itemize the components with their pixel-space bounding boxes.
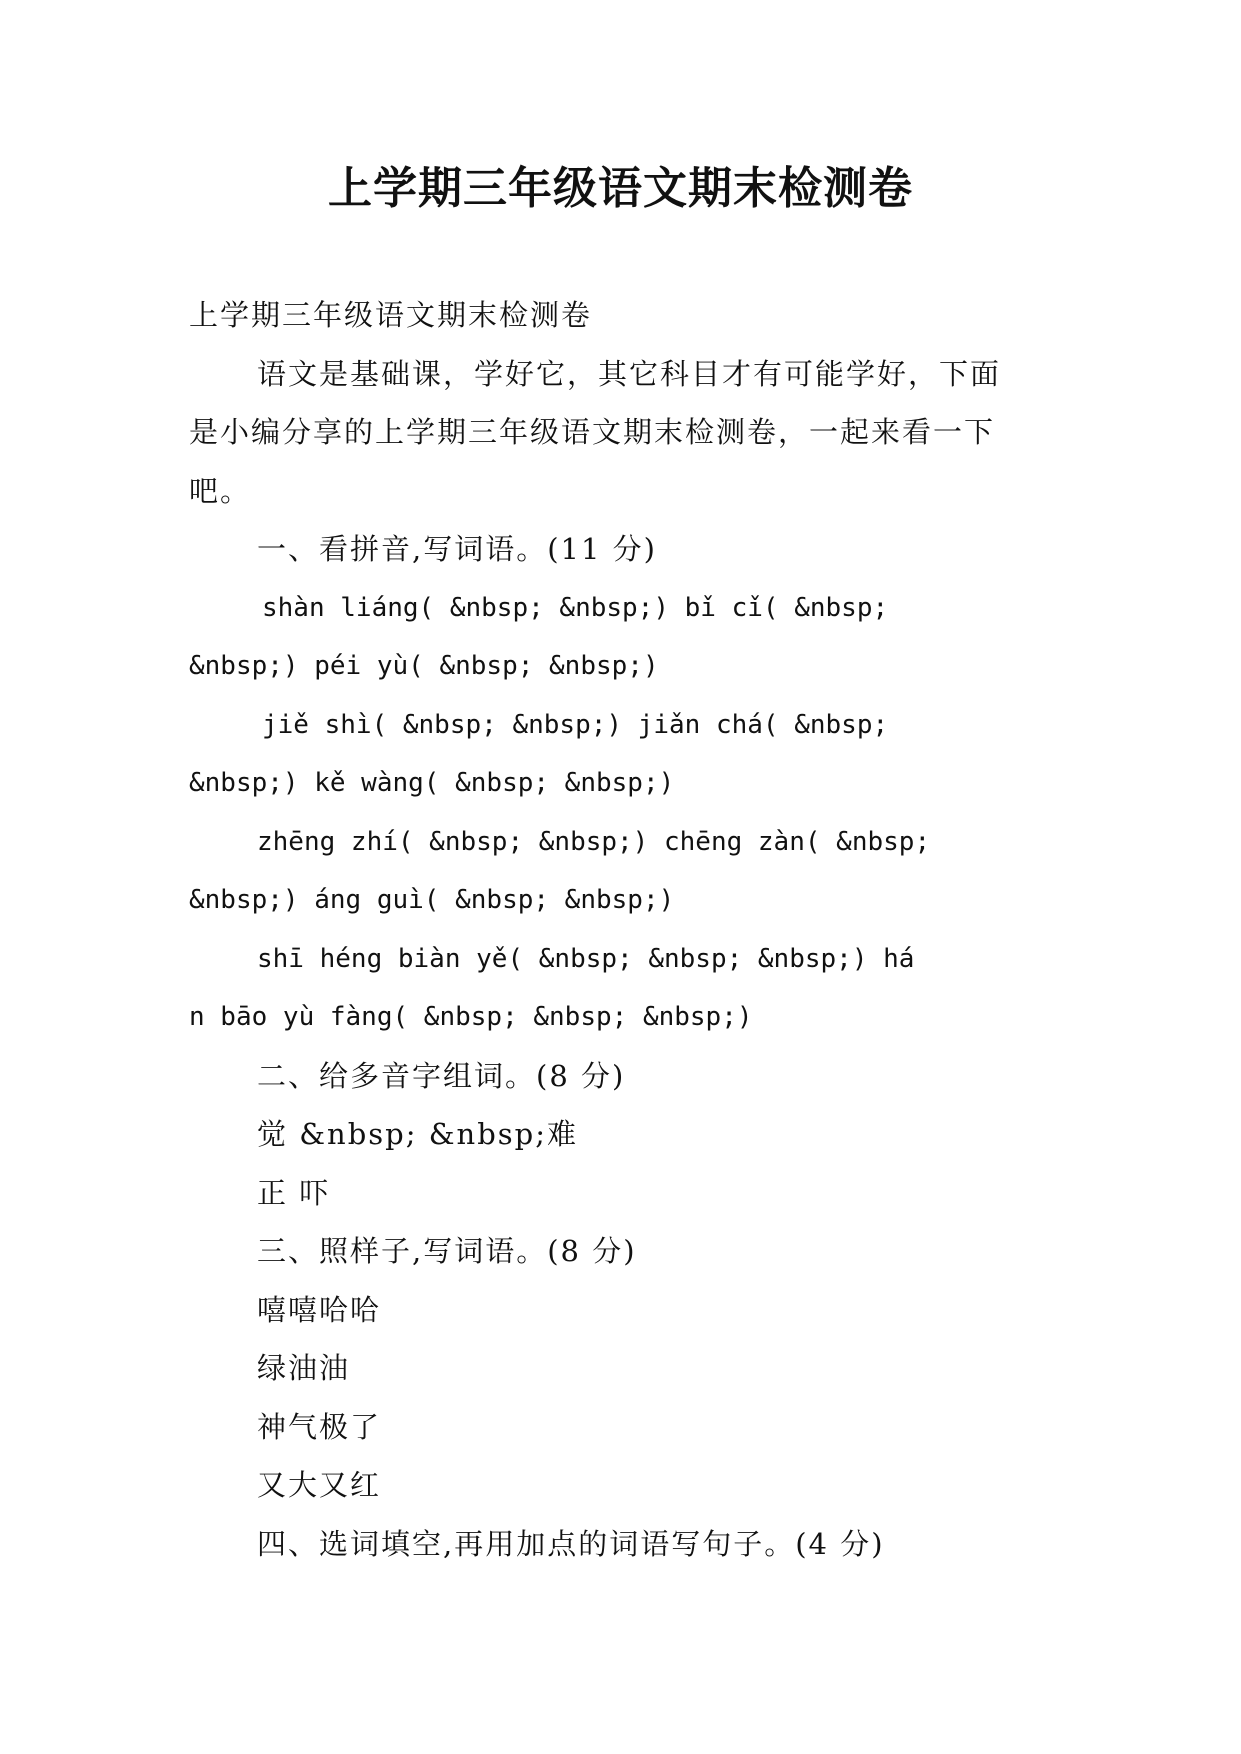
subtitle: 上学期三年级语文期末检测卷 — [189, 298, 593, 332]
polyphone-line: 觉 &nbsp; &nbsp;难 — [257, 1117, 578, 1151]
pinyin-line: &nbsp;) áng guì( &nbsp; &nbsp;) — [189, 885, 675, 915]
section-heading-3: 三、照样子,写词语。(8 分) — [257, 1234, 637, 1268]
pinyin-line: shī héng biàn yě( &nbsp; &nbsp; &nbsp;) há — [257, 943, 915, 974]
pinyin-line: n bāo yù fàng( &nbsp; &nbsp; &nbsp;) — [189, 1002, 753, 1032]
pinyin-line: jiě shì( &nbsp; &nbsp;) jiǎn chá( &nbsp; — [262, 709, 889, 740]
pinyin-line: &nbsp;) kě wàng( &nbsp; &nbsp;) — [189, 768, 675, 798]
section-heading-1: 一、看拼音,写词语。(11 分) — [257, 532, 657, 566]
example-word: 嘻嘻哈哈 — [257, 1292, 382, 1327]
example-word: 又大又红 — [257, 1468, 382, 1502]
section-heading-4: 四、选词填空,再用加点的词语写句子。(4 分) — [257, 1526, 885, 1561]
intro-paragraph-line: 吧。 — [189, 473, 252, 508]
example-word: 神气极了 — [257, 1409, 382, 1444]
document-title: 上学期三年级语文期末检测卷 — [328, 163, 913, 214]
pinyin-line: zhēng zhí( &nbsp; &nbsp;) chēng zàn( &nbsp; — [257, 826, 931, 857]
section-heading-2: 二、给多音字组词。(8 分) — [257, 1058, 626, 1093]
pinyin-line: shàn liáng( &nbsp; &nbsp;) bǐ cǐ( &nbsp; — [262, 592, 889, 623]
polyphone-line: 正 吓 — [257, 1175, 331, 1210]
example-word: 绿油油 — [257, 1351, 351, 1385]
document-body — [189, 286, 1049, 1573]
intro-paragraph-line: 是小编分享的上学期三年级语文期末检测卷，一起来看一下 — [189, 415, 996, 449]
intro-paragraph-line: 语文是基础课，学好它，其它科目才有可能学好，下面 — [257, 356, 1002, 391]
pinyin-line: &nbsp;) péi yù( &nbsp; &nbsp;) — [189, 651, 659, 681]
